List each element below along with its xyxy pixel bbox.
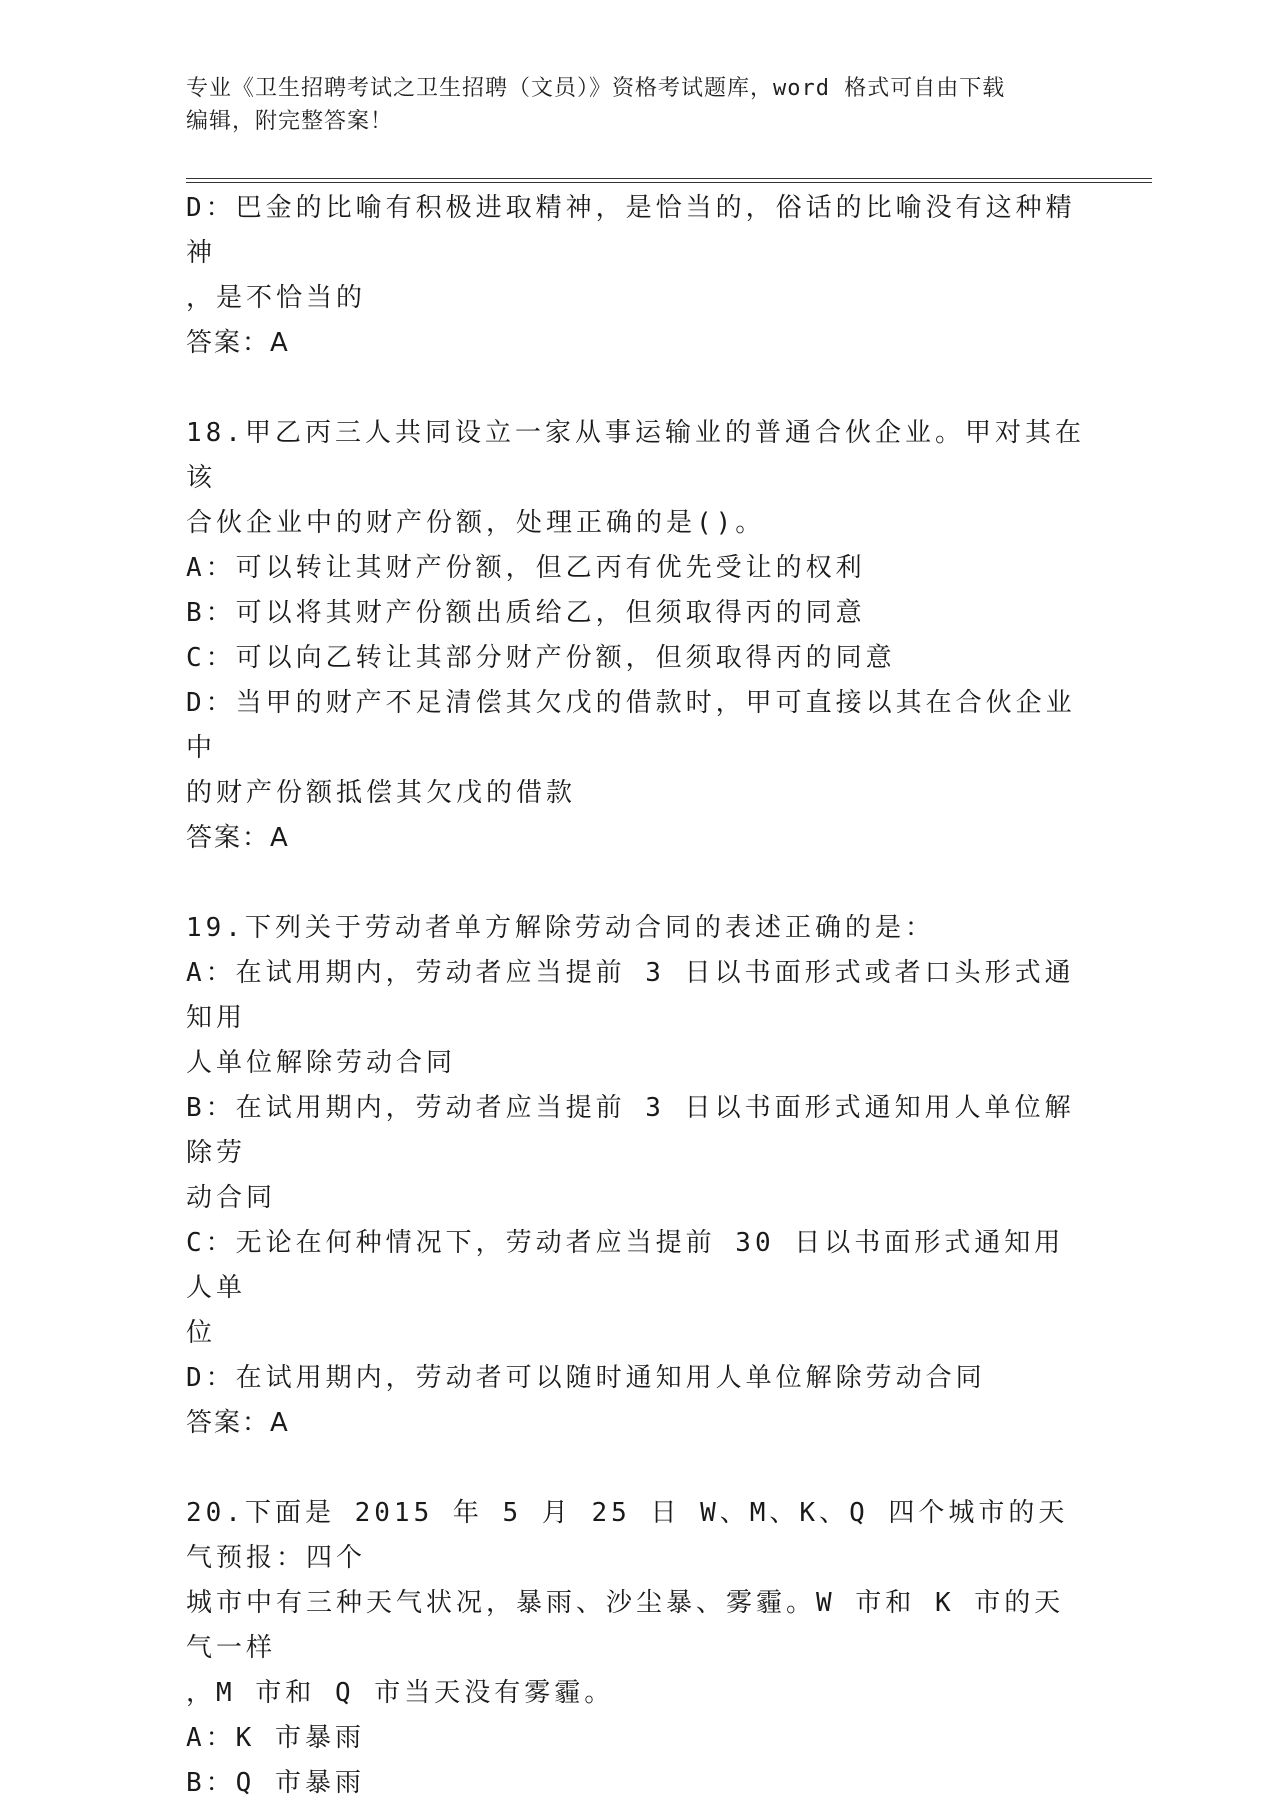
q18-stem-line-2: 合伙企业中的财产份额，处理正确的是()。 bbox=[186, 508, 766, 538]
question-20 bbox=[186, 1491, 1086, 1806]
q19-stem-line-1: 19.下列关于劳动者单方解除劳动合同的表述正确的是： bbox=[186, 913, 935, 943]
spacer bbox=[186, 1446, 1086, 1491]
q19-answer: 答案：A bbox=[186, 1408, 290, 1438]
q19-option-c-line-2: 位 bbox=[186, 1318, 217, 1348]
q18-answer: 答案：A bbox=[186, 823, 290, 853]
page-header bbox=[186, 72, 1086, 138]
q18-stem-line-1: 18.甲乙丙三人共同设立一家从事运输业的普通合伙企业。甲对其在该 bbox=[186, 418, 1085, 493]
header-rule-top bbox=[186, 178, 1152, 179]
q18-option-a: A：可以转让其财产份额，但乙丙有优先受让的权利 bbox=[186, 553, 866, 583]
q19-option-a-line-1: A：在试用期内，劳动者应当提前 3 日以书面形式或者口头形式通知用 bbox=[186, 958, 1075, 1033]
q18-option-d-line-2: 的财产份额抵偿其欠戊的借款 bbox=[186, 778, 577, 808]
q18-option-d-line-1: D：当甲的财产不足清偿其欠戊的借款时，甲可直接以其在合伙企业中 bbox=[186, 688, 1076, 763]
spacer bbox=[186, 366, 1086, 411]
q19-option-b-line-2: 动合同 bbox=[186, 1183, 277, 1213]
q20-stem-line-2: 城市中有三种天气状况，暴雨、沙尘暴、雾霾。W 市和 K 市的天气一样 bbox=[186, 1588, 1065, 1663]
header-line-1: 专业《卫生招聘考试之卫生招聘（文员）》资格考试题库，word 格式可自由下载 bbox=[186, 76, 1006, 101]
question-17-tail bbox=[186, 186, 1086, 366]
q19-option-c-line-1: C：无论在何种情况下，劳动者应当提前 30 日以书面形式通知用人单 bbox=[186, 1228, 1065, 1303]
q20-stem-line-1: 20.下面是 2015 年 5 月 25 日 W、M、K、Q 四个城市的天气预报：四个 bbox=[186, 1498, 1069, 1573]
q20-option-a: A：K 市暴雨 bbox=[186, 1723, 365, 1753]
header-rule-bottom bbox=[186, 182, 1152, 183]
q17-option-d-line-1: D：巴金的比喻有积极进取精神，是恰当的，俗话的比喻没有这种精神 bbox=[186, 193, 1076, 268]
q19-option-d: D：在试用期内，劳动者可以随时通知用人单位解除劳动合同 bbox=[186, 1363, 986, 1393]
question-18 bbox=[186, 411, 1086, 861]
spacer bbox=[186, 861, 1086, 906]
q19-option-b-line-1: B：在试用期内，劳动者应当提前 3 日以书面形式通知用人单位解除劳 bbox=[186, 1093, 1075, 1168]
q17-option-d-line-2: ，是不恰当的 bbox=[186, 283, 367, 313]
q18-option-c: C：可以向乙转让其部分财产份额，但须取得丙的同意 bbox=[186, 643, 896, 673]
q19-option-a-line-2: 人单位解除劳动合同 bbox=[186, 1048, 457, 1078]
header-line-2: 编辑，附完整答案！ bbox=[186, 109, 394, 134]
q17-answer: 答案：A bbox=[186, 328, 290, 358]
q20-option-b: B：Q 市暴雨 bbox=[186, 1768, 365, 1798]
q20-stem-line-3: ，M 市和 Q 市当天没有雾霾。 bbox=[186, 1678, 615, 1708]
question-content bbox=[186, 186, 1086, 1806]
q18-option-b: B：可以将其财产份额出质给乙，但须取得丙的同意 bbox=[186, 598, 866, 628]
question-19 bbox=[186, 906, 1086, 1446]
